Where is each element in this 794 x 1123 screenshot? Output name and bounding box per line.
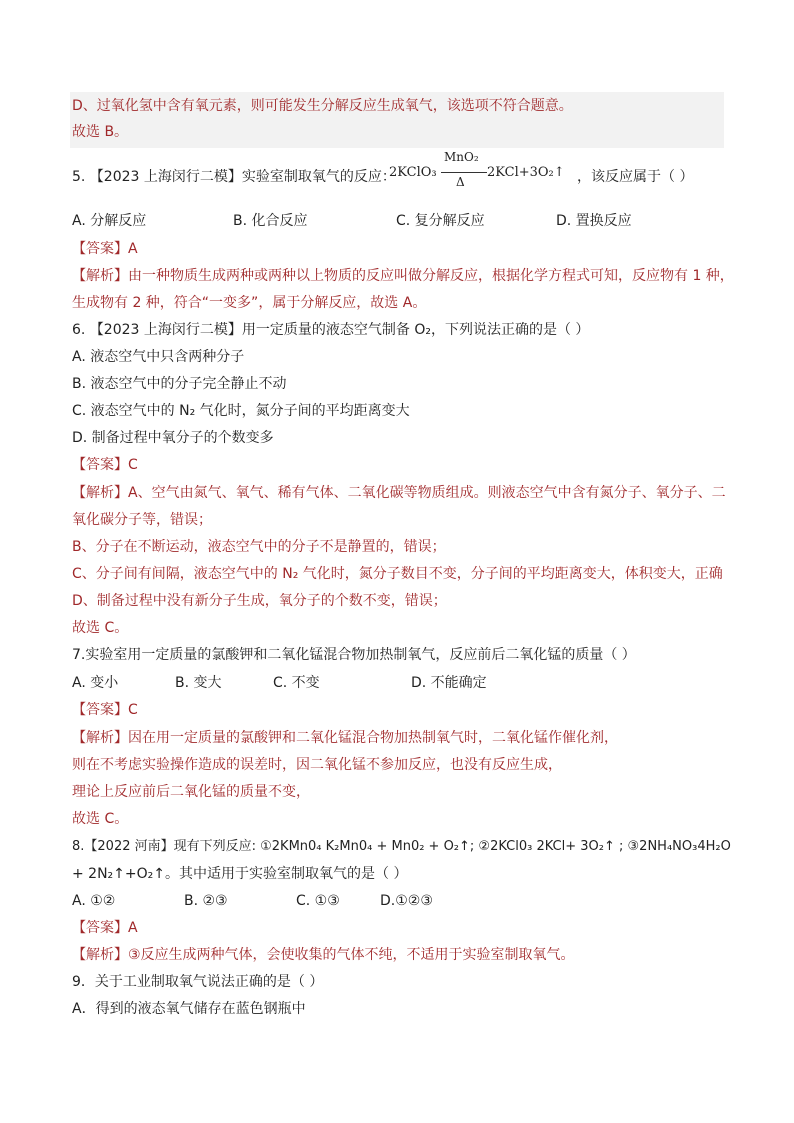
q6-analysis-line: 【解析】A、空气由氮气、氧气、稀有气体、二氧化碳等物质组成。则液态空气中含有氮分子、氧分子、二: [72, 485, 726, 501]
q5-option-a: A. 分解反应: [72, 213, 147, 229]
equation-condition: Δ: [456, 175, 465, 189]
q7-option-b: B. 变大: [175, 675, 222, 691]
q8-question-line-1: 8.【2022 河南】现有下列反应: ①2KMn0₄ K₂Mn0₄ + Mn0₂ + O₂↑; ②2KCl0₃ 2KCl+ 3O₂↑ ; ③2NH₄NO₃4H₂O: [72, 839, 731, 854]
q7-option-a: A. 变小: [72, 675, 119, 691]
q7-analysis-line: 则在不考虑实验操作造成的误差时，因二氧化锰不参加反应，也没有反应生成，: [72, 757, 562, 773]
q5-option-b: B. 化合反应: [233, 213, 308, 229]
q5-option-c: C. 复分解反应: [396, 213, 485, 229]
equation-products: 2KCl+3O₂↑: [487, 165, 565, 180]
q6-analysis-line: B、分子在不断运动，液态空气中的分子不是静置的，错误；: [72, 539, 446, 555]
q6-conclusion: 故选 C。: [72, 620, 129, 636]
q7-analysis-line: 【解析】因在用一定质量的氯酸钾和二氧化锰混合物加热制氧气时，二氧化锰作催化剂，: [72, 730, 618, 746]
q5-answer: 【答案】A: [72, 241, 138, 257]
previous-conclusion-line: 故选 B。: [72, 124, 129, 140]
q5-analysis-line-2: 生成物有 2 种，符合“一变多”，属于分解反应，故选 A。: [72, 295, 427, 311]
q5-suffix: ，该反应属于（ ）: [577, 169, 694, 185]
q5-analysis-line-1: 【解析】由一种物质生成两种或两种以上物质的反应叫做分解反应，根据化学方程式可知，反应物有 1 种，: [72, 268, 734, 284]
q7-option-c: C. 不变: [273, 675, 320, 691]
q8-analysis: 【解析】③反应生成两种气体，会使收集的气体不纯，不适用于实验室制取氧气。: [72, 947, 575, 963]
equation-catalyst: MnO₂: [444, 150, 479, 164]
q8-question-line-2: + 2N₂↑+O₂↑。其中适用于实验室制取氧气的是（ ）: [72, 866, 408, 882]
equation-reactant: 2KClO₃: [389, 165, 437, 180]
q9-option-a: A．得到的液态氧气储存在蓝色钢瓶中: [72, 1001, 306, 1017]
q6-option-c: C. 液态空气中的 N₂ 气化时，氮分子间的平均距离变大: [72, 403, 410, 419]
q6-analysis-line: 氧化碳分子等，错误；: [72, 512, 212, 528]
q8-answer: 【答案】A: [72, 920, 138, 936]
q6-question: 6. 【2023 上海闵行二模】用一定质量的液态空气制备 O₂，下列说法正确的是（ ）: [72, 322, 590, 338]
q7-analysis-line: 理论上反应前后二氧化锰的质量不变，: [72, 784, 310, 800]
q7-option-d: D. 不能确定: [411, 675, 487, 691]
q7-question: 7.实验室用一定质量的氯酸钾和二氧化锰混合物加热制氧气，反应前后二氧化锰的质量（ ）: [72, 647, 636, 663]
q8-option-d: D.①②③: [380, 893, 433, 909]
q6-option-a: A. 液态空气中只含两种分子: [72, 349, 245, 365]
q8-option-b: B. ②③: [184, 893, 228, 909]
q6-analysis-line: C、分子间有间隔，液态空气中的 N₂ 气化时，氮分子数目不变，分子间的平均距离变大，体积变大，正确: [72, 566, 723, 582]
q5-prefix: 5. 【2023 上海闵行二模】实验室制取氧气的反应：: [72, 169, 396, 185]
q8-option-c: C. ①③: [296, 893, 340, 909]
q5-option-d: D. 置换反应: [556, 213, 632, 229]
previous-analysis-line: D、过氧化氢中含有氧元素，则可能发生分解反应生成氧气，该选项不符合题意。: [72, 98, 573, 114]
q5-chemical-equation: [377, 150, 577, 198]
q7-conclusion: 故选 C。: [72, 811, 129, 827]
q6-answer: 【答案】C: [72, 457, 138, 473]
q6-option-d: D. 制备过程中氧分子的个数变多: [72, 430, 274, 446]
q8-option-a: A. ①②: [72, 893, 116, 909]
q7-answer: 【答案】C: [72, 702, 138, 718]
equation-reaction-bar: [441, 172, 487, 173]
q6-option-b: B. 液态空气中的分子完全静止不动: [72, 376, 287, 392]
q9-question: 9．关于工业制取氧气说法正确的是（ ）: [72, 974, 324, 990]
q6-analysis-line: D、制备过程中没有新分子生成，氧分子的个数不变，错误；: [72, 593, 447, 609]
